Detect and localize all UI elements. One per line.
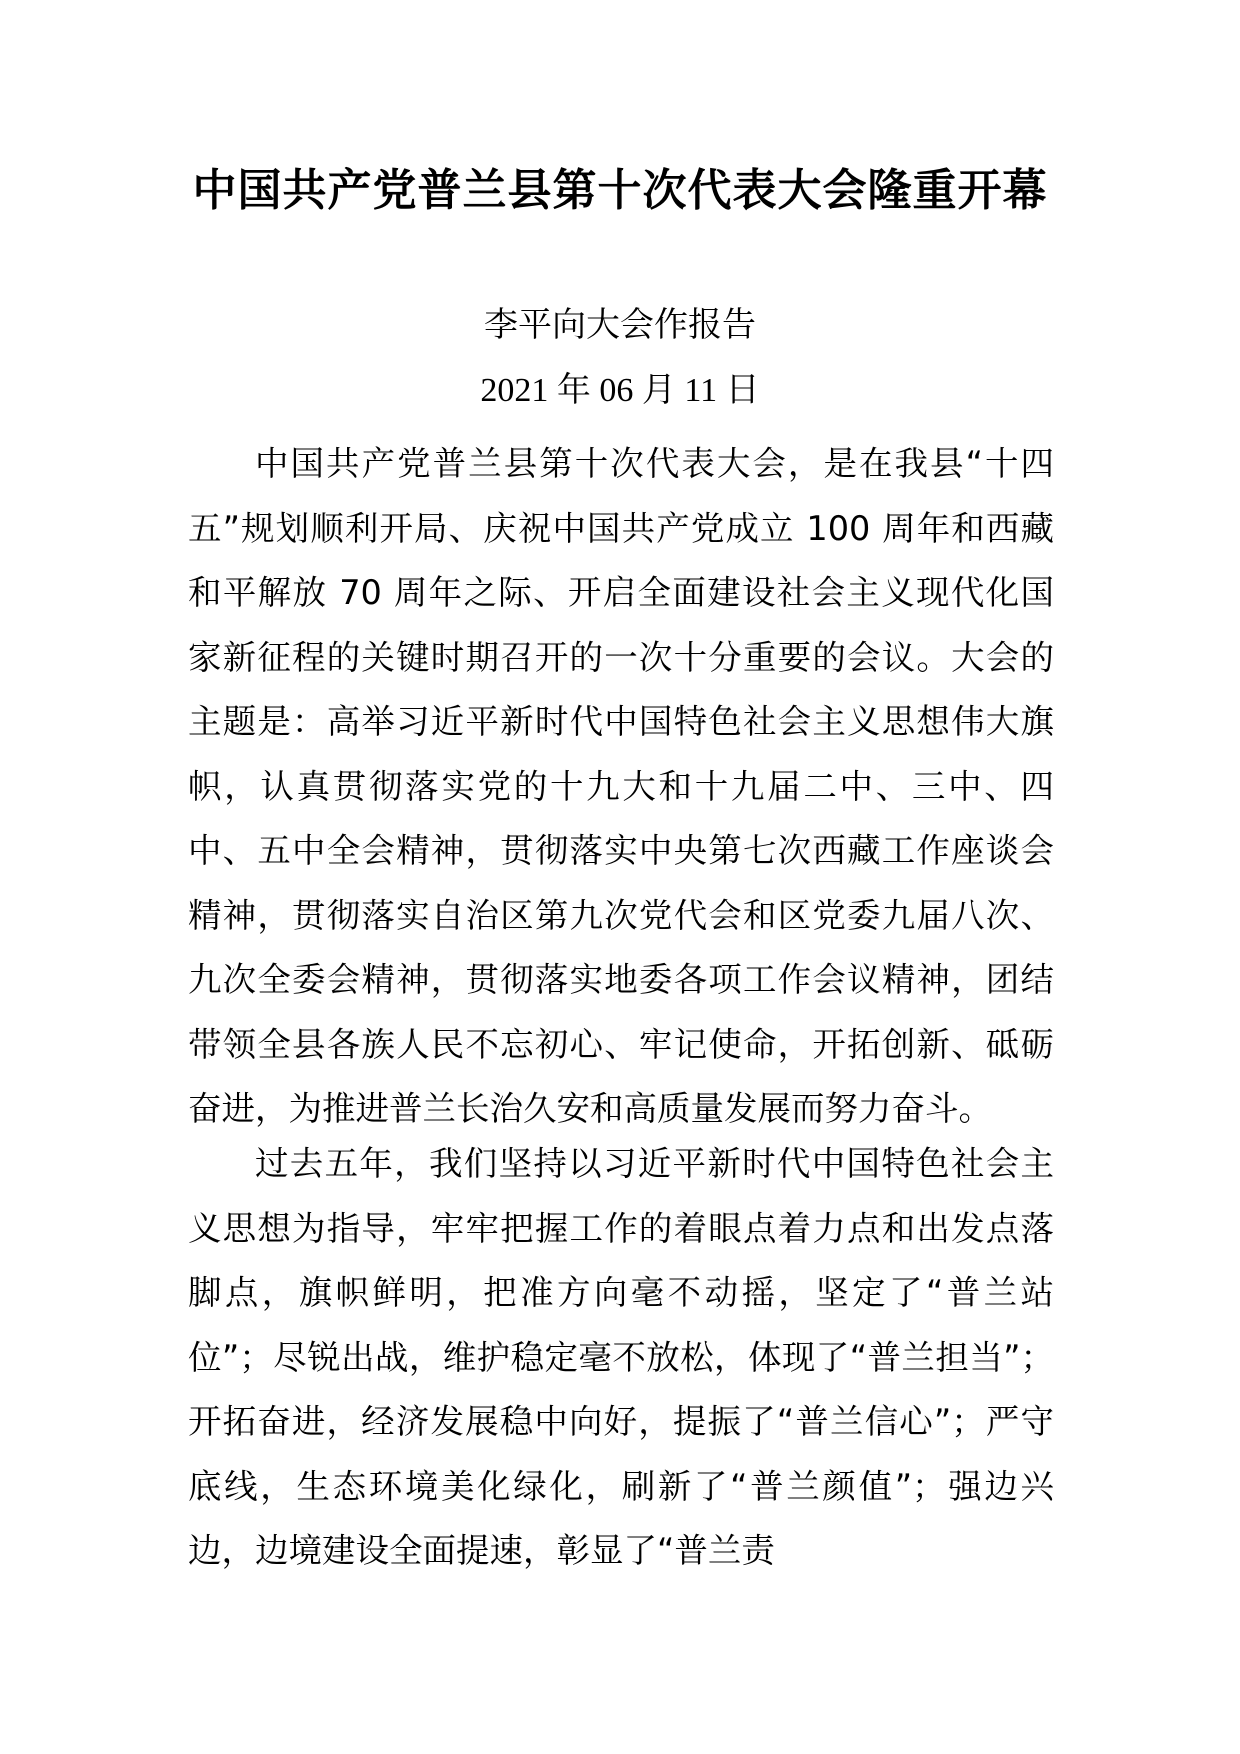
document-title: 中国共产党普兰县第十次代表大会隆重开幕 [192,165,1048,216]
body-paragraph: 中国共产党普兰县第十次代表大会，是在我县“十四五”规划顺利开局、庆祝中国共产党成立 100 周年和西藏和平解放 70 周年之际、开启全面建设社会主义现代化国家新征程的关键时期召开的一次十分重要的会议。大会的主题是：高举习近平新时代中国特色社会主义思想伟大旗帜，认真贯彻落实党的十九大和十九届二中、三中、四中、五中全会精神，贯彻落实中央第七次西藏工作座谈会精神，贯彻落实自治区第九次党代会和区党委九届八次、九次全委会精神，贯彻落实地委各项工作会议精神，团结带领全县各族人民不忘初心、牢记使命，开拓创新、砥砺奋进，为推进普兰长治久安和高质量发展而努力奋斗。 [188,444,1054,1128]
document-subtitle: 李平向大会作报告 [484,305,756,345]
document-date: 2021 年 06 月 11 日 [480,372,760,409]
body-paragraph: 过去五年，我们坚持以习近平新时代中国特色社会主义思想为指导，牢牢把握工作的着眼点着力点和出发点落脚点，旗帜鲜明，把准方向毫不动摇，坚定了“普兰站位”；尽锐出战，维护稳定毫不放松，体现了“普兰担当”；开拓奋进，经济发展稳中向好，提振了“普兰信心”；严守底线，生态环境美化绿化，刷新了“普兰颜值”；强边兴边，边境建设全面提速，彰显了“普兰责 [188,1144,1054,1570]
